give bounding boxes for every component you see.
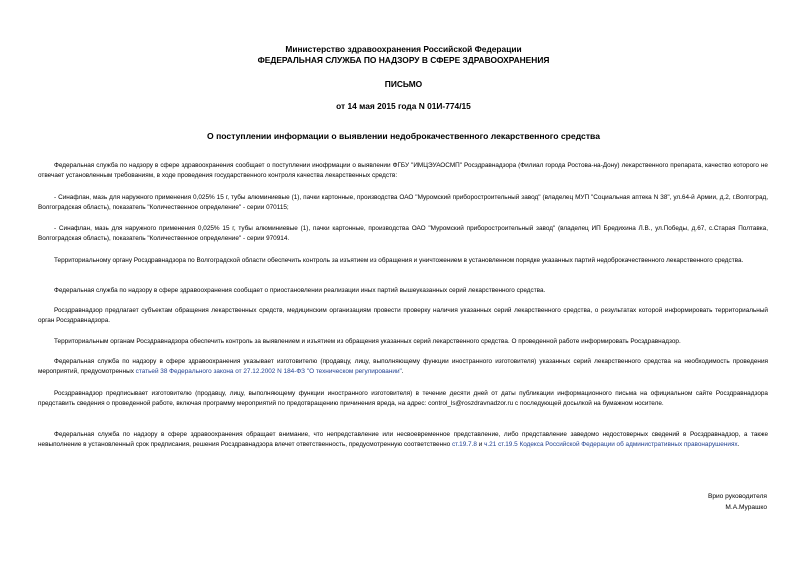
paragraph-6-text: Росздравнадзор предлагает субъектам обращения лекарственных средств, медицинским организациям провести проверку наличия указанных серий лекарственного средства, о результатах которой информировать территориальный орган Росздравнадзора. — [38, 307, 768, 325]
signature-block — [708, 492, 767, 513]
paragraph-9 — [38, 389, 768, 410]
signatory-position: Врио руководителя — [707, 493, 767, 500]
document-type: ПИСЬМО — [384, 79, 423, 89]
paragraph-3 — [38, 224, 768, 245]
paragraph-4 — [38, 256, 768, 266]
paragraph-1-text: Федеральная служба по надзору в сфере здравоохранения сообщает о поступлении инофрмации о выявлении ФГБУ "ИМЦЭУАОСМП" Росздравнадзора (Филиал города Ростова-на-Дону) лекарственного препарата, качество которого не отвечает установленным требованиям, в ходе проведения государственного контроля качества лекарственных средств: — [38, 162, 768, 180]
law-184fz-link[interactable]: статьей 38 Федерального закона от 27.12.2002 N 184-ФЗ "О техническом регулировании" — [135, 368, 402, 376]
service-name: ФЕДЕРАЛЬНАЯ СЛУЖБА ПО НАДЗОРУ В СФЕРЕ ЗДРАВООХРАНЕНИЯ — [257, 55, 550, 65]
paragraph-7-text: Территориальным органам Росздравнадзора обеспечить контроль за выявлением и изъятием из обращения указанных серий лекарственного средства. О проведенной работе информировать Росздравнадзор. — [54, 338, 681, 345]
paragraph-2-text: - Синафлан, мазь для наружного применения 0,025% 15 г, тубы алюминиевые (1), пачки картонные, производства ОАО "Муромский приборостроительный завод" (владелец МУП "Социальная аптека N 38", ул.64-й Армии, д.2, г.Волгоград, Волгоградская область), показатель "Количественное определение" - серии 070115; — [38, 194, 768, 212]
paragraph-10-text: Федеральная служба по надзору в сфере здравоохранения обращает внимание, что непредставление или несвоевременное представление, либо представление заведомо недостоверных сведений в Росздравнадзор, а также невыполнение в установленный срок предписания, решения Росздравнадзора влечет ответственность, предусмотренную соответственно — [38, 431, 768, 449]
paragraph-2 — [38, 193, 768, 214]
paragraph-5-text: Федеральная служба по надзору в сфере здравоохранения сообщает о приостановлении реализации иных партий вышеуказанных серий лекарственного средства. — [54, 287, 546, 294]
paragraph-6 — [38, 306, 768, 327]
paragraph-9-text: Росздравнадзор предписывает изготовителю (продавцу, лицу, выполняющему функции иностранного изготовителя) в течение десяти дней от даты публикации информационного письма на официальном сайте Росздравнадзора представить сведения о проведенной работе, включая программу мероприятий по предотвращению причинения вреда, на адрес: control_ls@roszdravnadzor.ru с последующей досылкой на бумажном носителе. — [38, 390, 768, 408]
paragraph-10-end: . — [737, 441, 740, 449]
paragraph-7 — [38, 337, 768, 347]
paragraph-8 — [38, 357, 768, 378]
document-date-number: от 14 мая 2015 года N 01И-774/15 — [336, 101, 471, 111]
signatory-name: М.А.Мурашко — [725, 503, 767, 511]
paragraph-8-text: Федеральная служба по надзору в сфере здравоохранения указывает изготовителю (продавцу, лицу, выполняющему функции иностранного изготовителя) указанных серий лекарственного средства на необходимость проведения мероприятий, предусмотренных — [38, 358, 768, 376]
paragraph-1 — [38, 161, 768, 182]
paragraph-8-end: . — [401, 368, 404, 376]
article-19-7-8-link[interactable]: ст.19.7.8 — [451, 441, 477, 449]
paragraph-10-mid: и — [476, 441, 485, 449]
paragraph-4-text: Территориальному органу Росздравнадзора по Волгоградской области обеспечить контроль за изъятием из обращения и уничтожением в установленном порядке указанных партий недоброкачественного лекарственного средства. — [54, 257, 744, 264]
document-title: О поступлении информации о выявлении недоброкачественного лекарственного средства — [207, 131, 600, 141]
ministry-name: Министерство здравоохранения Российской Федерации — [285, 44, 522, 54]
paragraph-10 — [38, 430, 768, 451]
koap-article-19-5-link[interactable]: ч.21 ст.19.5 Кодекса Российской Федерации об административных правонарушениях — [484, 441, 738, 449]
paragraph-5 — [38, 286, 768, 296]
paragraph-3-text: - Синафлан, мазь для наружного применения 0,025% 15 г, тубы алюминиевые (1), пачки картонные, производства ОАО "Муромский приборостроительный завод" (владелец ИП Бредихина Л.В., ул.Победы, д.67, с.Старая Полтавка, Волгоградская область), показатель "Количественное определение" - серии 970914. — [38, 225, 768, 243]
